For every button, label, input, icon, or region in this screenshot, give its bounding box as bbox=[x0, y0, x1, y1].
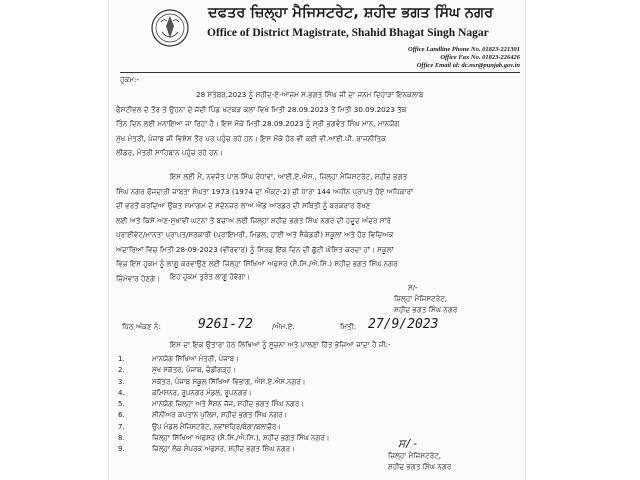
list-item: 3. ਸਕੱਤਰ, ਪੰਜਾਬ ਸਕੂਲ ਸਿੱਖਿਆ ਵਿਭਾਗ, ਐਸ.ਏ.ਐਸ.ਨਗਰ। bbox=[118, 377, 306, 386]
list-item: 9. ਜ਼ਿਲ੍ਹਾ ਲੋਕ ਸੰਪਰਕ ਅਫਸਰ, ਸ਼ਹੀਦ ਭਗਤ ਸਿੰਘ ਨਗਰ। bbox=[118, 445, 295, 454]
office-email: Office Email id: dc.nsr@punjab.gov.in bbox=[416, 62, 520, 69]
signature-block-endorsement bbox=[388, 438, 451, 472]
list-item: 4. ਕਮਿਸ਼ਨਰ, ਰੂਪਨਗਰ ਮੰਡਲ, ਰੂਪਨਗਰ। bbox=[118, 388, 252, 397]
order-paragraph-3: ਇਹ ਹੁਕਮ ਤੁਰੰਤ ਲਾਗੂ ਹੋਵੇਗਾ। bbox=[170, 272, 251, 281]
header-divider bbox=[120, 72, 520, 73]
endorsement-date-label: ਮਿਤੀ: bbox=[340, 322, 357, 331]
endorsement-intro: ਇਸ ਦਾ ਇਕ ਉਤਾਰਾ ਹੇਠ ਲਿਖਿਆ ਨੂੰ ਸੂਚਨਾ ਅਤੇ ਪਾਲਣਾ ਹਿੱਤ ਭੇਜਿਆ ਜਾਂਦਾ ਹੈ ਜੀ:- bbox=[170, 340, 391, 349]
paragraph-line: ਦੀ ਵਰਤੋਂ ਕਰਦਿਆ ਉਕਤ ਸਮਾਗਮ ਦੇ ਮੱਦੇਨਜ਼ਰ ਲਾਅ ਐਂਡ ਆਰਡਰ ਦੀ ਸਥਿਤੀ ਨੂੰ ਬਰਕਰਾਰ ਰੱਖਣ bbox=[116, 201, 371, 210]
paragraph-line: ਜ਼ਿੰਮੇਵਾਰ ਹੋਣਗੇ। bbox=[116, 273, 160, 283]
list-item: 2. ਮੁੱਖ ਸਕੱਤਰ, ਪੰਜਾਬ, ਚੰਡੀਗੜ੍ਹ। bbox=[118, 366, 236, 375]
paragraph-line: ਸਿੰਘ ਨਗਰ ਫੌਜਦਾਰੀ ਜਾਬਤਾ ਸੰਘਤਾ 1973 (1974 ਦਾ ਐਕਟ-2) ਦੀ ਧਾਰਾ 144 ਅਧੀਨ ਪ੍ਰਾਪਤ ਹੋਏ ਅਧਿਕਾਰਾਂ bbox=[116, 186, 414, 196]
landline-phone: Office Landline Phone No. 01823-221301 bbox=[408, 46, 520, 53]
office-title-punjabi: ਦਫਤਰ ਜ਼ਿਲ੍ਹਾ ਮੈਜਿਸਟਰੇਟ, ਸ਼ਹੀਦ ਭਗਤ ਸਿੰਘ ਨਗਰ bbox=[208, 5, 494, 21]
signatory-district: ਸ਼ਹੀਦ ਭਗਤ ਸਿੰਘ ਨਗਰ bbox=[388, 462, 452, 471]
list-item: 8. ਜ਼ਿਲ੍ਹਾ ਸਿੱਖਿਆ ਅਫਸਰ (ਸੈ.ਸਿ./ਐ.ਸਿ.), ਸ਼ਹੀਦ ਭਗਤ ਸਿੰਘ ਨਗਰ। bbox=[118, 434, 330, 443]
paragraph-line: ਮੁੱਖ ਮੰਤਰੀ, ਪੰਜਾਬ ਜੀ ਵਿਸ਼ੇਸ਼ ਤੌਰ ਪਰ ਪਹੁੰਚ ਰਹੇ ਹਨ। ਇਸ ਮੌਕੇ ਹੋਰ ਵੀ ਕਈ ਵੀ.ਆਈ.ਪੀ. ਰਾਜਨੀਤਿਕ bbox=[116, 133, 387, 143]
paragraph-line: ਲਈ ਅਤੇ ਕਿਸੇ ਅਣ-ਸੁਖਾਵੀਂ ਘਟਨਾ ਤੋਂ ਬਚਾਅ ਲਈ ਜ਼ਿਲ੍ਹਾ ਸ਼ਹੀਦ ਭਗਤ ਸਿੰਘ ਨਗਰ ਦੀ ਹਦੂਦ ਅੰਦਰ ਸਾਰੇ bbox=[116, 215, 391, 225]
paragraph-line: 28 ਸਤੰਬਰ,2023 ਨੂੰ ਸ਼ਹੀਦ-ਏ-ਆਜ਼ਮ ਸ.ਭਗਤ ਸਿੰਘ ਜੀ ਦਾ ਜਨਮ ਦਿਹਾੜਾ ਇਨਕਲਾਬ bbox=[196, 90, 424, 99]
paragraph-line: ਵਿਚ ਇਸ ਹੁਕਮ ਨੂੰ ਲਾਗੂ ਕਰਵਾਉਣ ਲਈ ਜ਼ਿਲ੍ਹਾ ਸਿੱਖਿਆ ਅਫਸਰ (ਸੈ.ਸਿ./ਐ.ਸਿ.) ਸ਼ਹੀਦ ਭਗਤ ਸਿੰਘ ਨਗਰ bbox=[116, 259, 398, 268]
endorsement-section: /ਐਮ.ਏ. bbox=[272, 322, 295, 331]
signatory-district: ਸ਼ਹੀਦ ਭਗਤ ਸਿੰਘ ਨਗਰ bbox=[394, 305, 458, 314]
signature-block-order bbox=[394, 282, 457, 315]
paragraph-line: ਅਦਾਰਿਆਂ ਵਿਚ ਮਿਤੀ 28-09-2023 (ਵੀਰਵਾਰ) ਨੂੰ ਸਿਰਫ ਇੱਕ ਦਿਨ ਦੀ ਛੁੱਟੀ ਘੋਸ਼ਿਤ ਕਰਦਾ ਹਾਂ। ਸਕੂਲਾਂ bbox=[116, 244, 394, 254]
signature-mark: ਸ/- bbox=[398, 437, 419, 450]
paragraph-line: ਇਸ ਲਈ ਮੈਂ, ਨਵਜੋਤ ਪਾਲ ਸਿੰਘ ਰੰਧਾਵਾ, ਆਈ.ਏ.ਐਸ., ਜ਼ਿਲ੍ਹਾ ਮੈਜਿਸਟਰੇਟ, ਸ਼ਹੀਦ ਭਗਤ bbox=[170, 172, 408, 181]
list-item: 6. ਸੀਨੀਅਰ ਕਪਤਾਨ ਪੁਲਿਸ, ਸ਼ਹੀਦ ਭਗਤ ਸਿੰਘ ਨਗਰ। bbox=[118, 411, 288, 420]
paragraph-line: ਲੀਡਰ, ਮੰਤਰੀ ਸਾਹਿਬਾਨ ਪਹੁੰਚ ਰਹੇ ਹਨ। bbox=[116, 148, 223, 157]
list-item: 1. ਮਾਨਯੋਗ ਸਿੱਖਿਆ ਮੰਤਰੀ, ਪੰਜਾਬ। bbox=[118, 355, 239, 363]
endorsement-date-value: 27/9/2023 bbox=[368, 317, 439, 332]
recipient-list bbox=[118, 354, 329, 456]
paragraph-line: ਤਿੰਨ ਦਿਨ ਲਈ ਮਨਾਇਆ ਜਾ ਰਿਹਾ ਹੈ। ਇਸ ਮੌਕੇ ਮਿਤੀ 28.09.2023 ਨੂੰ ਸ਼੍ਰੀ ਭਗਵੰਤ ਸਿੰਘ ਮਾਨ, ਮਾਨਯੋਗ bbox=[116, 119, 400, 128]
state-emblem-icon bbox=[150, 8, 190, 48]
signatory-title: ਜ਼ਿਲ੍ਹਾ ਮੈਜਿਸਟਰੇਟ, bbox=[394, 294, 448, 303]
paragraph-line: ਫੈਸਟੀਵਲ ਦੇ ਤੌਰ ਤੇ ਉਹਨਾ ਦੇ ਜੱਦੀ ਪਿੰਡ ਖਟਕੜ ਕਲਾਂ ਵਿਖੇ ਮਿਤੀ 28.09.2023 ਤੋਂ ਮਿਤੀ 30.09.2023 ਤੱਕ bbox=[116, 104, 407, 114]
signatory-title: ਜ਼ਿਲ੍ਹਾ ਮੈਜਿਸਟਰੇਟ, bbox=[388, 451, 442, 460]
paragraph-line: ਪ੍ਰਾਈਵੇਟ/ਮਾਨਤਾ ਪ੍ਰਾਪਤ/ਸਰਕਾਰੀ (ਪ੍ਰਾਇਮਰੀ, ਮਿਡਲ, ਹਾਈ ਅਤੇ ਸੈਕੰਡਰੀ) ਸਕੂਲਾਂ ਅਤੇ ਹੋਰ ਵਿਦਿਅਕ bbox=[116, 230, 394, 239]
endorsement-number-label: ਪਿੱਠ ਅੰਕਣ ਨੰ: bbox=[122, 322, 161, 331]
order-paragraph-1 bbox=[116, 88, 516, 161]
office-title-english: Office of District Magistrate, Shahid Bhagat Singh Nagar bbox=[207, 27, 489, 39]
list-item: 5. ਮਾਨਯੋਗ ਜ਼ਿਲ੍ਹਾ ਅਤੇ ਸੈਸ਼ਨ ਜੱਜ, ਸ਼ਹੀਦ ਭਗਤ ਸਿੰਘ ਨਗਰ। bbox=[118, 400, 304, 409]
endorsement-number-value: 9261-72 bbox=[198, 317, 253, 332]
order-heading: ਹੁਕਮ:- bbox=[120, 75, 140, 84]
fax-number: Office Fax No. 01823-226426 bbox=[440, 54, 520, 61]
list-item: 7. ਉਪ ਮੰਡਲ ਮੈਜਿਸਟਰੇਟ, ਨਵਾਂਸ਼ਹਿਰ/ਬੰਗਾ/ਬਲਾਚੌਰ। bbox=[118, 422, 281, 431]
order-paragraph-2 bbox=[116, 170, 516, 286]
signature-mark: ਸ/- bbox=[408, 283, 418, 292]
